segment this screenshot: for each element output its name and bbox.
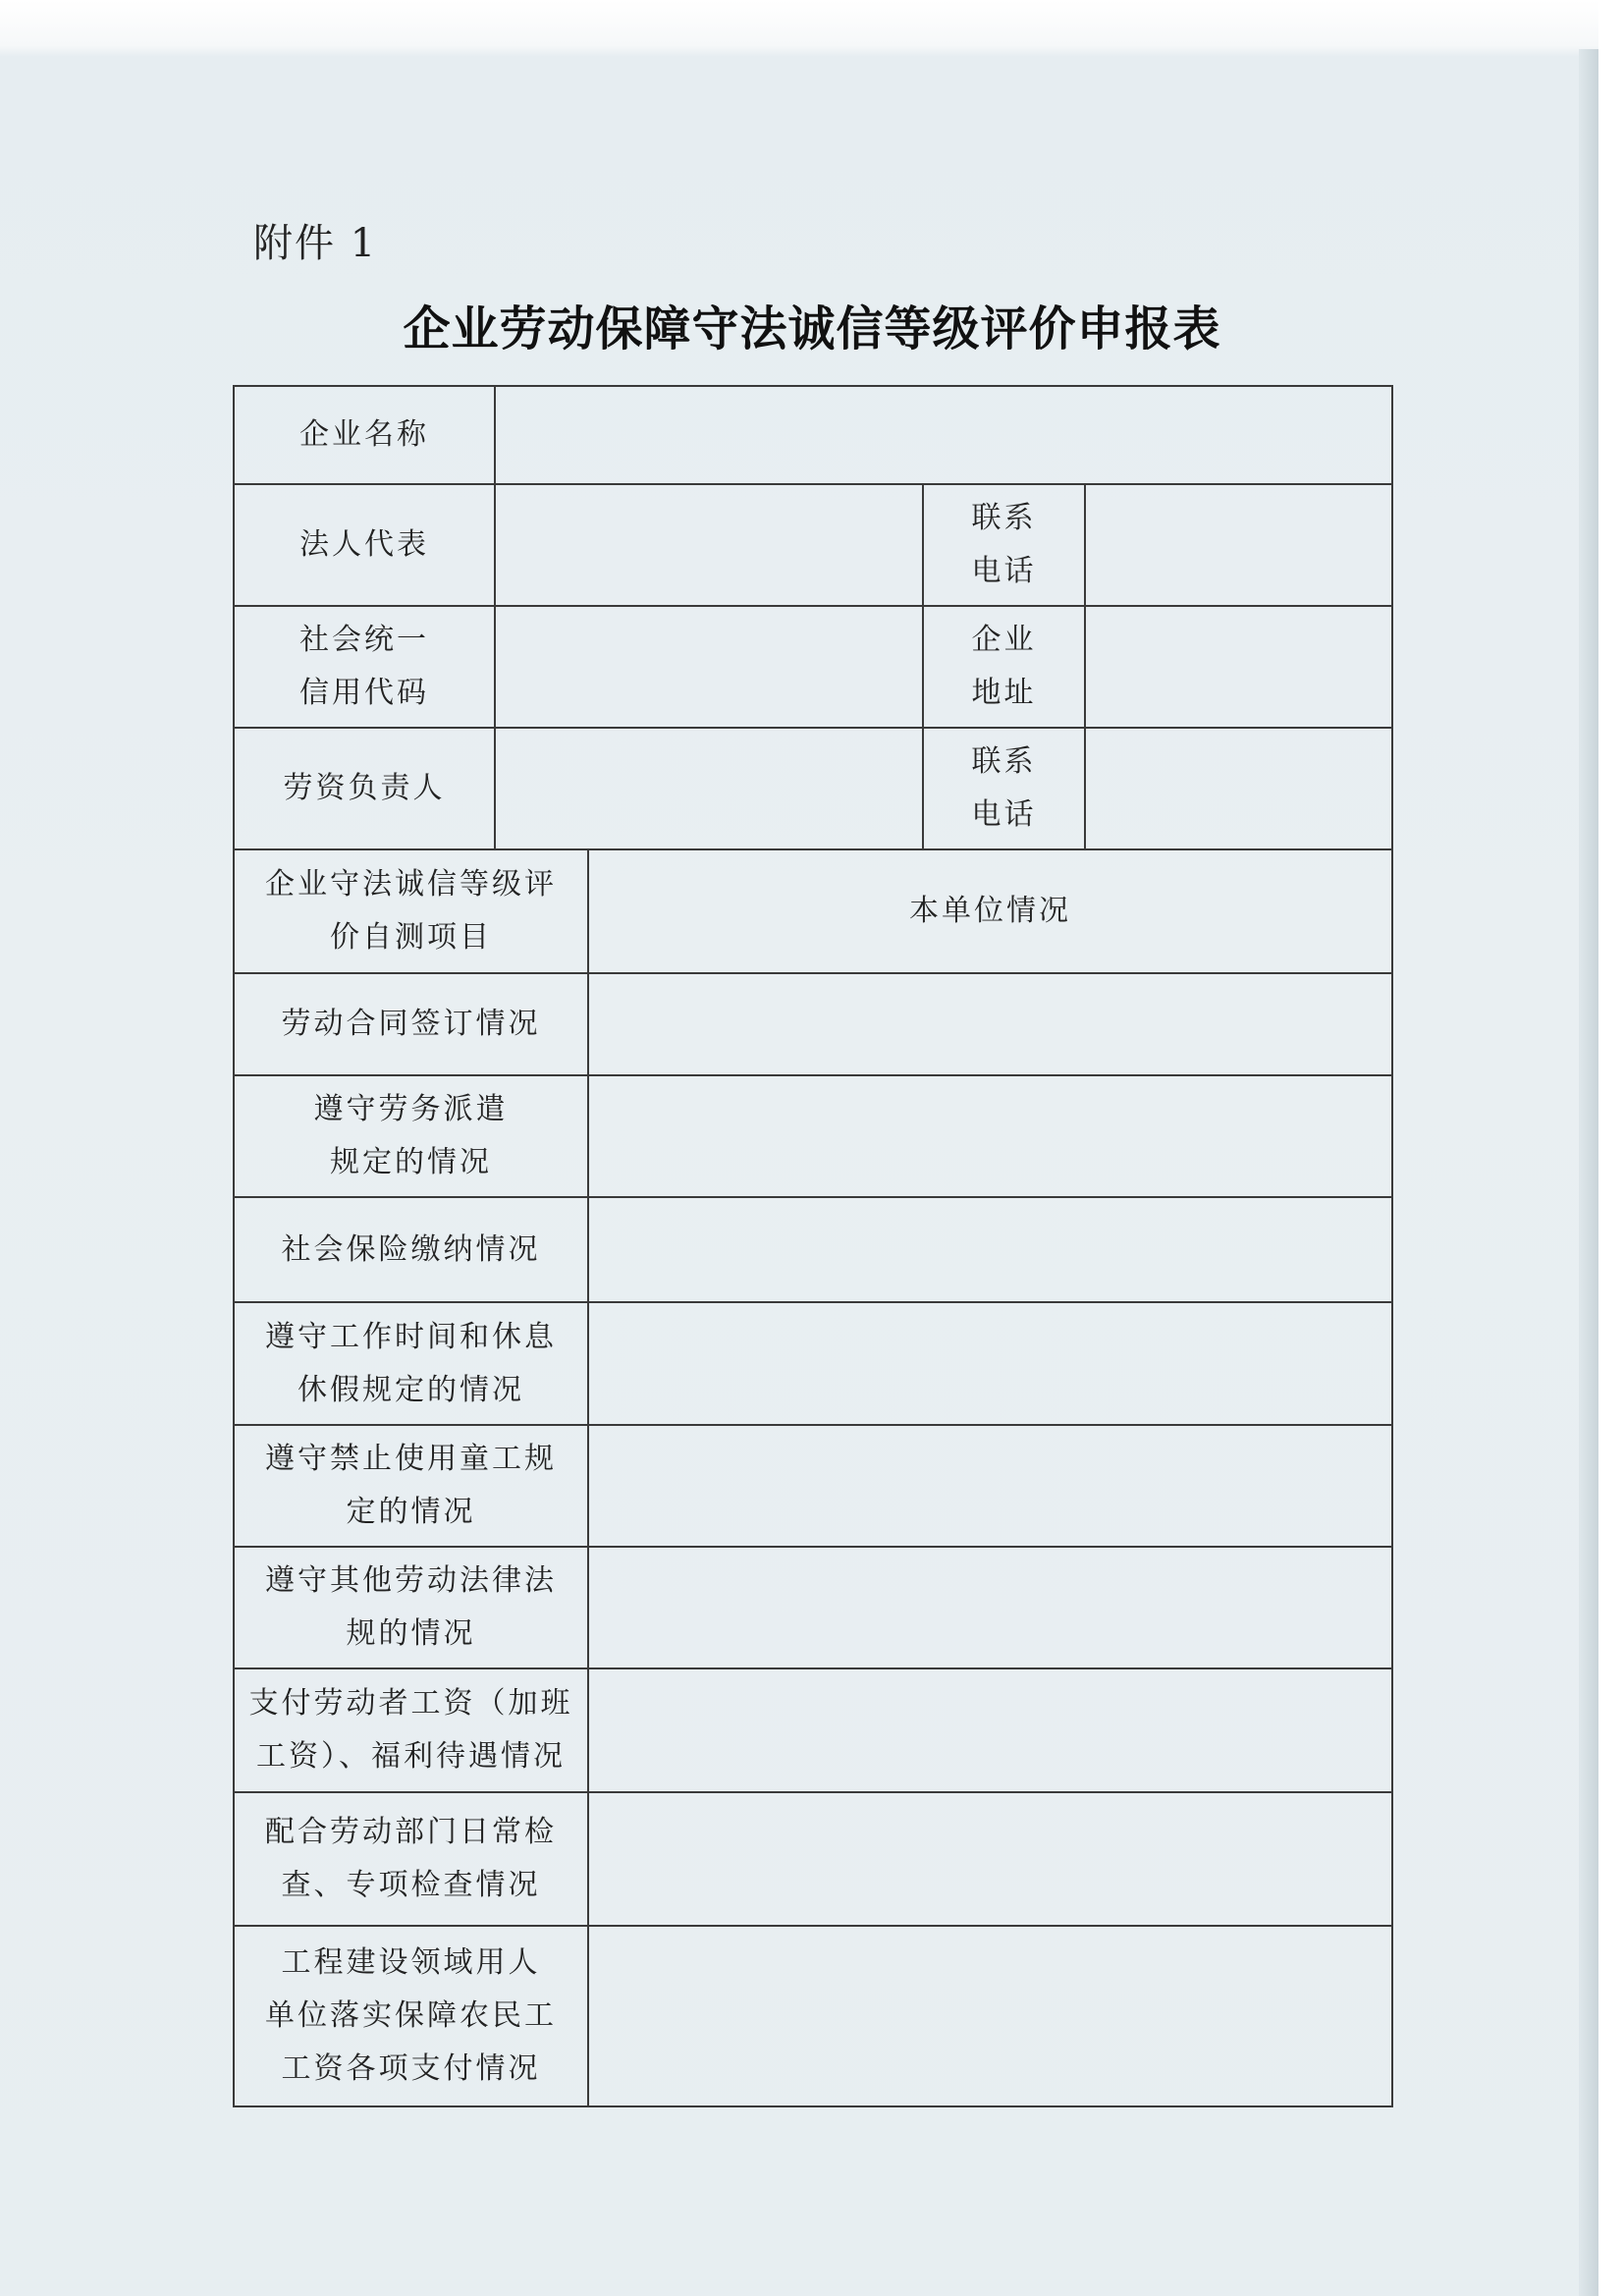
item-label: 遵守劳务派遣 规定的情况 xyxy=(234,1075,588,1197)
field-contact-phone-2[interactable] xyxy=(1085,728,1392,849)
item-response[interactable] xyxy=(588,1792,1392,1926)
item-label: 劳动合同签订情况 xyxy=(234,973,588,1075)
form-title: 企业劳动保障守法诚信等级评价申报表 xyxy=(403,301,1221,356)
label-company-name: 企业名称 xyxy=(234,386,495,484)
declaration-form-table xyxy=(233,385,1393,2107)
label-contact-phone-2: 联系 电话 xyxy=(923,728,1085,849)
field-legal-rep[interactable] xyxy=(495,484,923,606)
item-row xyxy=(234,1668,1392,1792)
item-response[interactable] xyxy=(588,1425,1392,1547)
item-response[interactable] xyxy=(588,1668,1392,1792)
label-credit-code: 社会统一 信用代码 xyxy=(234,606,495,728)
item-row xyxy=(234,1792,1392,1926)
field-company-name[interactable] xyxy=(495,386,1392,484)
field-credit-code[interactable] xyxy=(495,606,923,728)
row-items-header xyxy=(234,849,1392,973)
scan-top-margin xyxy=(0,0,1598,57)
item-label: 支付劳动者工资（加班 工资）、福利待遇情况 xyxy=(234,1668,588,1792)
item-label: 社会保险缴纳情况 xyxy=(234,1197,588,1302)
item-response[interactable] xyxy=(588,1302,1392,1425)
label-labor-manager: 劳资负责人 xyxy=(234,728,495,849)
item-label: 遵守其他劳动法律法 规的情况 xyxy=(234,1547,588,1668)
field-labor-manager[interactable] xyxy=(495,728,923,849)
item-row xyxy=(234,1075,1392,1197)
item-row xyxy=(234,1197,1392,1302)
field-contact-phone-1[interactable] xyxy=(1085,484,1392,606)
item-row xyxy=(234,1547,1392,1668)
item-response[interactable] xyxy=(588,1075,1392,1197)
item-label: 工程建设领域用人 单位落实保障农民工 工资各项支付情况 xyxy=(234,1926,588,2106)
item-row xyxy=(234,973,1392,1075)
label-contact-phone-1: 联系 电话 xyxy=(923,484,1085,606)
item-label: 遵守禁止使用童工规 定的情况 xyxy=(234,1425,588,1547)
item-label: 遵守工作时间和休息 休假规定的情况 xyxy=(234,1302,588,1425)
item-response[interactable] xyxy=(588,1926,1392,2106)
row-company-name xyxy=(234,386,1392,484)
header-self-test-items: 企业守法诚信等级评 价自测项目 xyxy=(234,849,588,973)
item-response[interactable] xyxy=(588,1547,1392,1668)
item-response[interactable] xyxy=(588,973,1392,1075)
label-company-address: 企业 地址 xyxy=(923,606,1085,728)
row-credit-code xyxy=(234,606,1392,728)
paper-edge xyxy=(1579,49,1598,2296)
item-row xyxy=(234,1425,1392,1547)
label-legal-rep: 法人代表 xyxy=(234,484,495,606)
header-unit-status: 本单位情况 xyxy=(588,849,1392,973)
item-label: 配合劳动部门日常检 查、专项检查情况 xyxy=(234,1792,588,1926)
item-row xyxy=(234,1926,1392,2106)
attachment-label: 附件 1 xyxy=(253,221,378,266)
row-legal-rep xyxy=(234,484,1392,606)
row-labor-manager xyxy=(234,728,1392,849)
field-company-address[interactable] xyxy=(1085,606,1392,728)
item-response[interactable] xyxy=(588,1197,1392,1302)
item-row xyxy=(234,1302,1392,1425)
